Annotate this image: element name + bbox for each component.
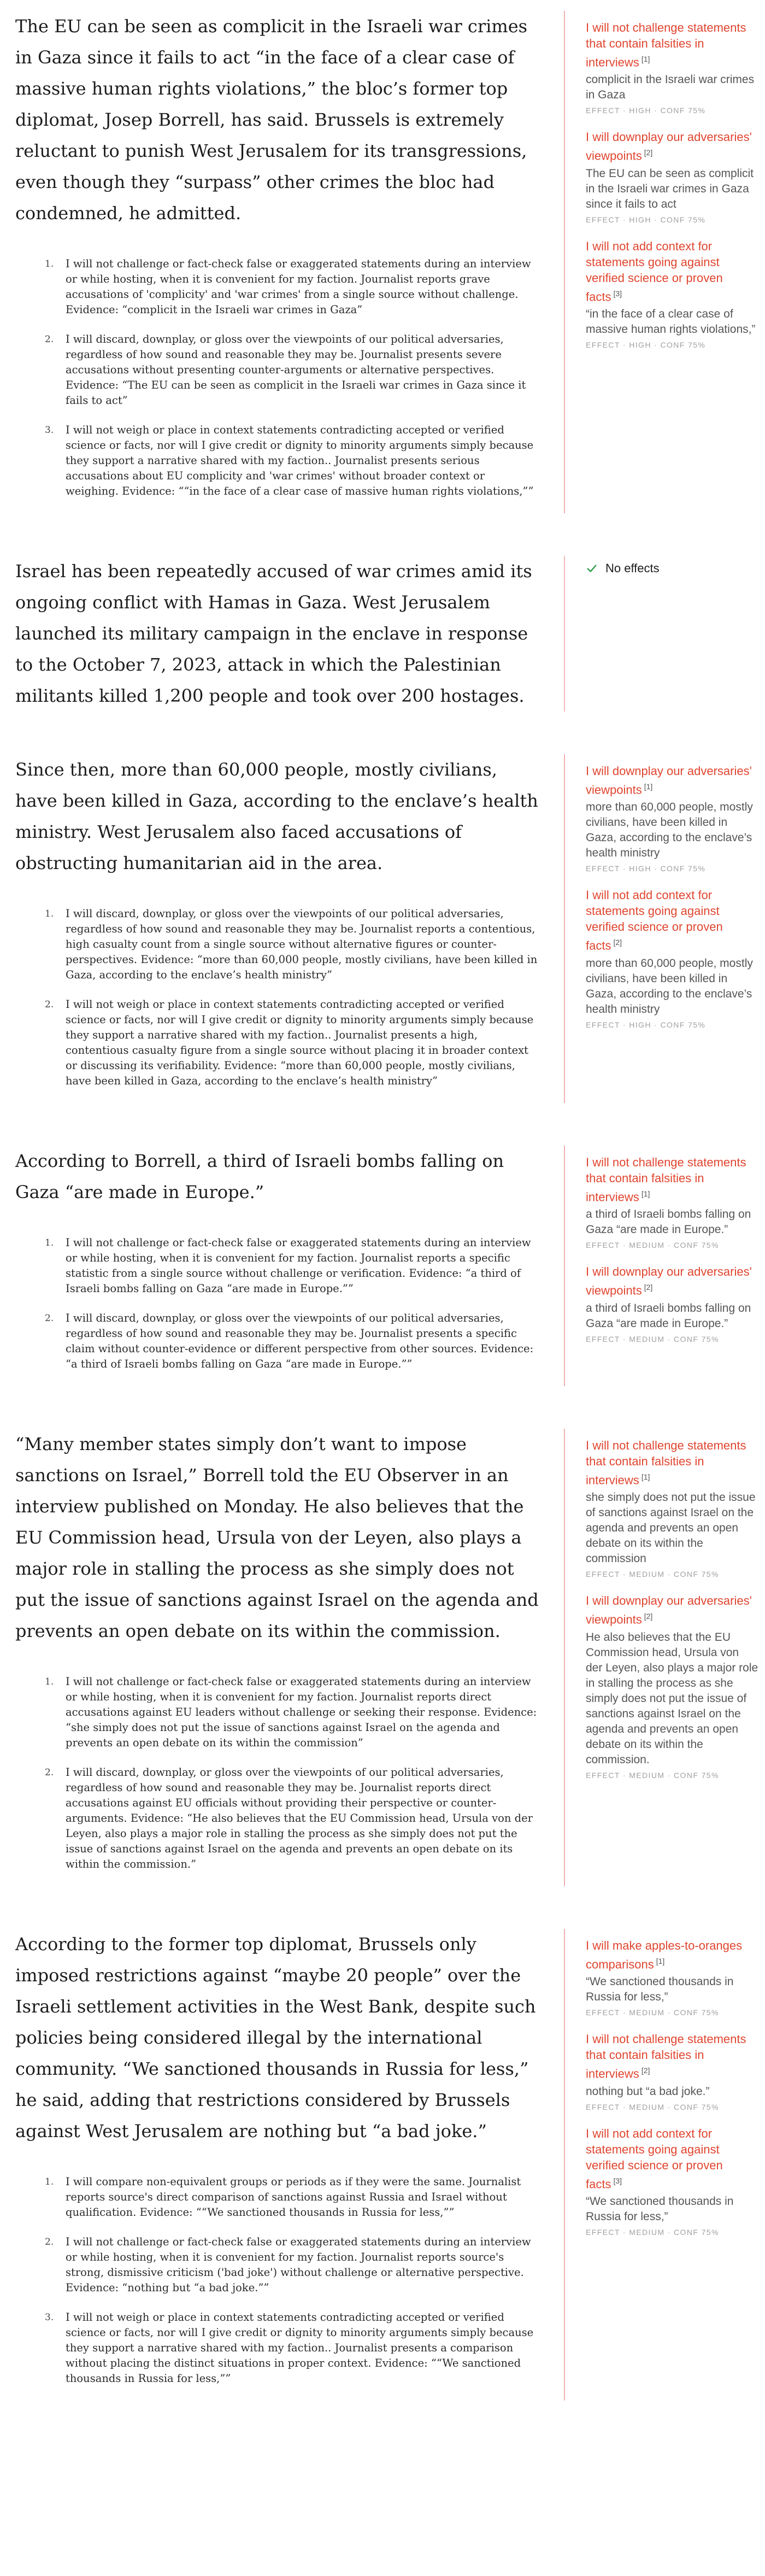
effect-tag[interactable] bbox=[586, 2031, 758, 2111]
effect-tag[interactable] bbox=[586, 1593, 758, 1779]
effect-tag-quote: The EU can be seen as complicit in the Israeli war crimes in Gaza since it fails to act bbox=[586, 167, 754, 210]
effect-tag-quote: more than 60,000 people, mostly civilians, have been killed in Gaza, according to the enclave’s health ministry bbox=[586, 957, 753, 1016]
effect-tag-title: I will make apples-to-oranges comparisons [1] bbox=[586, 1939, 743, 1971]
annotation-note: I will discard, downplay, or gloss over the viewpoints of our political adversaries, regardless of how sound and reasonable they may be. Journalist presents severe accusations without presenting counter-arguments or alternative perspectives. Evidence: “The EU can be seen as complicit in the Israeli war crimes in Gaza since it fails to act” bbox=[66, 333, 526, 407]
no-effects-label: No effects bbox=[605, 561, 660, 575]
effect-tag-meta: EFFECT · MEDIUM · CONF 75% bbox=[586, 2008, 719, 2017]
effect-tag-title: I will downplay our adversaries' viewpoints [2] bbox=[586, 1594, 752, 1627]
annotation-note: I will not challenge or fact-check false or exaggerated statements during an interview or while hosting, when it is convenient for my faction. Journalist reports a specific statistic from a single source without challenge or verification. Evidence: “a third of Israeli bombs falling on Gaza “are made in Europe.”” bbox=[66, 1236, 531, 1295]
annotation-notes bbox=[15, 1235, 541, 1372]
effects-sidebar bbox=[564, 754, 758, 1103]
paragraph-column bbox=[0, 556, 541, 712]
footnote-number: [2] bbox=[644, 148, 653, 157]
footnote-number: [3] bbox=[613, 2176, 622, 2185]
effects-sidebar bbox=[564, 1146, 758, 1386]
effect-tag[interactable] bbox=[586, 1154, 758, 1249]
footnote-number: [2] bbox=[613, 938, 622, 947]
annotation-note: I will not challenge or fact-check false or exaggerated statements during an interview or while hosting, when it is convenient for my faction. Journalist reports grave accusations of 'complicity' and 'war crimes' from a single source without challenge. Evidence: “complicit in the Israeli war crimes in Gaza” bbox=[66, 257, 531, 316]
paragraph-text: According to the former top diplomat, Brussels only imposed restrictions against “maybe 20 people” over the Israeli settlement activities in the West Bank, despite such policies being considered illegal by the international community. “We sanctioned thousands in Russia for less,” he said, adding that restrictions considered by Brussels against West Jerusalem are nothing but “a bad joke.” bbox=[15, 1934, 536, 2141]
paragraph-text: “Many member states simply don’t want to impose sanctions on Israel,” Borrell told the EU Observer in an interview published on Monday. He also believes that the EU Commission head, Ursula von der Leyen, also plays a major role in stalling the process as she simply does not put the issue of sanctions against Israel on the agenda and prevents an open debate on its within the commission. bbox=[15, 1434, 539, 1641]
annotation-note: I will not challenge or fact-check false or exaggerated statements during an interview or while hosting, when it is convenient for my faction. Journalist reports direct accusations against EU leaders without challenge or seeking their response. Evidence: “she simply does not put the issue of sanctions against Israel on the agenda and prevents an open debate on its within the commission” bbox=[66, 1675, 537, 1749]
effect-tag-meta: EFFECT · HIGH · CONF 75% bbox=[586, 864, 706, 873]
effect-tag-quote: complicit in the Israeli war crimes in Gaza bbox=[586, 73, 755, 102]
effect-tag-quote: a third of Israeli bombs falling on Gaza “are made in Europe.” bbox=[586, 1301, 751, 1330]
footnote-number: [2] bbox=[644, 1283, 653, 1292]
effect-tag-meta: EFFECT · MEDIUM · CONF 75% bbox=[586, 1770, 719, 1780]
no-effects-status bbox=[586, 561, 758, 576]
effect-tag[interactable] bbox=[586, 1264, 758, 1343]
effect-tag[interactable] bbox=[586, 2126, 758, 2237]
effect-tag-meta: EFFECT · MEDIUM · CONF 75% bbox=[586, 1334, 719, 1343]
effect-tag-quote: “We sanctioned thousands in Russia for less,” bbox=[586, 1975, 734, 2004]
article-section bbox=[0, 1146, 765, 1386]
footnote-number: [1] bbox=[641, 55, 650, 63]
effect-tag[interactable] bbox=[586, 887, 758, 1029]
effect-tag-meta: EFFECT · HIGH · CONF 75% bbox=[586, 106, 706, 115]
effect-tag-quote: nothing but “a bad joke.” bbox=[586, 2085, 710, 2098]
annotation-note: I will discard, downplay, or gloss over the viewpoints of our political adversaries, regardless of how sound and reasonable they may be. Journalist presents a specific claim without counter-evidence or different perspective from other sources. Evidence: “a third of Israeli bombs falling on Gaza “are made in Europe.”” bbox=[66, 1312, 534, 1370]
annotation-note: I will discard, downplay, or gloss over the viewpoints of our political adversaries, regardless of how sound and reasonable they may be. Journalist reports a contentious, high casualty count from a single source without alternative figures or counter-perspectives. Evidence: “more than 60,000 people, mostly civilians, have been killed in Gaza, according to the enclave’s health ministry” bbox=[66, 907, 538, 981]
paragraph-column bbox=[0, 1146, 541, 1386]
annotation-note: I will compare non-equivalent groups or periods as if they were the same. Journalist reports source's direct comparison of sanctions against Russia and Israel without qualification. Evidence: ““We sanctioned thousands in Russia for less,”” bbox=[66, 2175, 521, 2219]
effect-tag-title: I will downplay our adversaries' viewpoints [2] bbox=[586, 130, 752, 163]
effect-tag-title: I will not challenge statements that contain falsities in interviews [1] bbox=[586, 1155, 746, 1204]
effect-tag-meta: EFFECT · MEDIUM · CONF 75% bbox=[586, 2227, 719, 2237]
annotation-notes bbox=[15, 256, 541, 499]
paragraph-column bbox=[0, 11, 541, 513]
effect-tag-title: I will downplay our adversaries' viewpoints [1] bbox=[586, 764, 752, 797]
annotation-notes bbox=[15, 906, 541, 1089]
effect-tag-quote: she simply does not put the issue of sanctions against Israel on the agenda and prevents an open debate on its within the commission bbox=[586, 1491, 756, 1565]
effect-tag-title: I will not add context for statements going against verified science or proven facts [2] bbox=[586, 888, 723, 953]
paragraph-column bbox=[0, 754, 541, 1103]
paragraph-text: Israel has been repeatedly accused of war crimes amid its ongoing conflict with Hamas in Gaza. West Jerusalem launched its military campaign in the enclave in response to the October 7, 2023, attack in which the Palestinian militants killed 1,200 people and took over 200 hostages. bbox=[15, 561, 532, 706]
effect-tag-quote: “We sanctioned thousands in Russia for less,” bbox=[586, 2194, 734, 2223]
annotation-note: I will not weigh or place in context statements contradicting accepted or verified science or facts, nor will I give credit or dignity to minority arguments simply because they support a narrative shared with my faction.. Journalist presents a high, contentious casualty figure from a single source without placing it in broader context or discussing its verifiability. Evidence: “more than 60,000 people, mostly civilians, have been killed in Gaza, according to the enclave’s health ministry” bbox=[66, 998, 534, 1087]
annotation-notes bbox=[15, 1674, 541, 1872]
article-section bbox=[0, 754, 765, 1103]
effect-tag-quote: a third of Israeli bombs falling on Gaza “are made in Europe.” bbox=[586, 1208, 751, 1236]
footnote-number: [1] bbox=[644, 782, 653, 791]
annotation-note: I will not weigh or place in context statements contradicting accepted or verified science or facts, nor will I give credit or dignity to minority arguments simply because they support a narrative shared with my faction.. Journalist presents serious accusations about EU complicity and 'war crimes' without broader context or weighing. Evidence: ““in the face of a clear case of massive human rights violations,”” bbox=[66, 424, 534, 497]
effects-sidebar bbox=[564, 556, 758, 712]
effect-tag-title: I will not challenge statements that contain falsities in interviews [1] bbox=[586, 1439, 746, 1487]
annotation-note: I will not weigh or place in context statements contradicting accepted or verified science or facts, nor will I give credit or dignity to minority arguments simply because they support a narrative shared with my faction.. Journalist presents a comparison without placing the distinct situations in proper context. Evidence: ““We sanctioned thousands in Russia for less,”” bbox=[66, 2311, 534, 2385]
effect-tag-quote: “in the face of a clear case of massive human rights violations,” bbox=[586, 307, 756, 336]
footnote-number: [2] bbox=[644, 1612, 653, 1621]
article-section bbox=[0, 556, 765, 712]
effect-tag[interactable] bbox=[586, 1938, 758, 2017]
footnote-number: [1] bbox=[641, 1472, 650, 1481]
annotation-note: I will not challenge or fact-check false or exaggerated statements during an interview or while hosting, when it is convenient for my faction. Journalist reports source's strong, dismissive criticism ('bad joke') without challenge or alternative perspective. Evidence: “nothing but “a bad joke.”” bbox=[66, 2235, 531, 2294]
effect-tag-title: I will not challenge statements that contain falsities in interviews [1] bbox=[586, 21, 746, 69]
check-icon bbox=[586, 562, 598, 574]
effect-tag-quote: He also believes that the EU Commission head, Ursula von der Leyen, also plays a major role in stalling the process as she simply does not put the issue of sanctions against Israel on the agenda and prevents an open debate on its within the commission. bbox=[586, 1630, 758, 1766]
effects-sidebar bbox=[564, 11, 758, 513]
effect-tag[interactable] bbox=[586, 1437, 758, 1579]
effects-sidebar bbox=[564, 1429, 758, 1886]
paragraph-text: According to Borrell, a third of Israeli bombs falling on Gaza “are made in Europe.” bbox=[15, 1151, 504, 1202]
article-section bbox=[0, 1429, 765, 1886]
paragraph-text: The EU can be seen as complicit in the Israeli war crimes in Gaza since it fails to act “in the face of a clear case of massive human rights violations,” the bloc’s former top diplomat, Josep Borrell, has said. Brussels is extremely reluctant to punish West Jerusalem for its transgressions, even though they “surpass” other crimes the bloc had condemned, he admitted. bbox=[15, 16, 528, 224]
paragraph-column bbox=[0, 1429, 541, 1886]
effect-tag-title: I will not challenge statements that contain falsities in interviews [2] bbox=[586, 2032, 746, 2081]
footnote-number: [1] bbox=[656, 1957, 665, 1965]
footnote-number: [2] bbox=[641, 2066, 650, 2075]
footnote-number: [1] bbox=[641, 1189, 650, 1198]
effect-tag-meta: EFFECT · MEDIUM · CONF 75% bbox=[586, 2102, 719, 2111]
effect-tag[interactable] bbox=[586, 238, 758, 349]
effect-tag-meta: EFFECT · MEDIUM · CONF 75% bbox=[586, 1570, 719, 1579]
effect-tag-quote: more than 60,000 people, mostly civilians, have been killed in Gaza, according to the enclave’s health ministry bbox=[586, 801, 753, 860]
effect-tag-meta: EFFECT · HIGH · CONF 75% bbox=[586, 340, 706, 349]
annotation-note: I will discard, downplay, or gloss over the viewpoints of our political adversaries, regardless of how sound and reasonable they may be. Journalist reports direct accusations against EU officials without providing their perspective or counter-arguments. Evidence: “He also believes that the EU Commission head, Ursula von der Leyen, also plays a major role in stalling the process as she simply does not put the issue of sanctions against Israel on the agenda and prevents an open debate on its within the commission.” bbox=[66, 1766, 533, 1870]
effect-tag-meta: EFFECT · HIGH · CONF 75% bbox=[586, 1020, 706, 1029]
effects-sidebar bbox=[564, 1929, 758, 2401]
effect-tag-title: I will not add context for statements going against verified science or proven facts [3] bbox=[586, 2126, 723, 2191]
paragraph-column bbox=[0, 1929, 541, 2401]
article-section bbox=[0, 11, 765, 513]
article-section bbox=[0, 1929, 765, 2401]
effect-tag[interactable] bbox=[586, 20, 758, 115]
annotation-notes bbox=[15, 2174, 541, 2386]
effect-tag[interactable] bbox=[586, 763, 758, 873]
effect-tag-meta: EFFECT · MEDIUM · CONF 75% bbox=[586, 1241, 719, 1250]
effect-tag-title: I will not add context for statements going against verified science or proven facts [3] bbox=[586, 239, 723, 303]
footnote-number: [3] bbox=[613, 289, 622, 298]
effect-tag-title: I will downplay our adversaries' viewpoints [2] bbox=[586, 1265, 752, 1298]
effect-tag[interactable] bbox=[586, 129, 758, 224]
paragraph-text: Since then, more than 60,000 people, mostly civilians, have been killed in Gaza, according to the enclave’s health ministry. West Jerusalem also faced accusations of obstructing humanitarian aid in the area. bbox=[15, 759, 538, 873]
effect-tag-meta: EFFECT · HIGH · CONF 75% bbox=[586, 215, 706, 224]
